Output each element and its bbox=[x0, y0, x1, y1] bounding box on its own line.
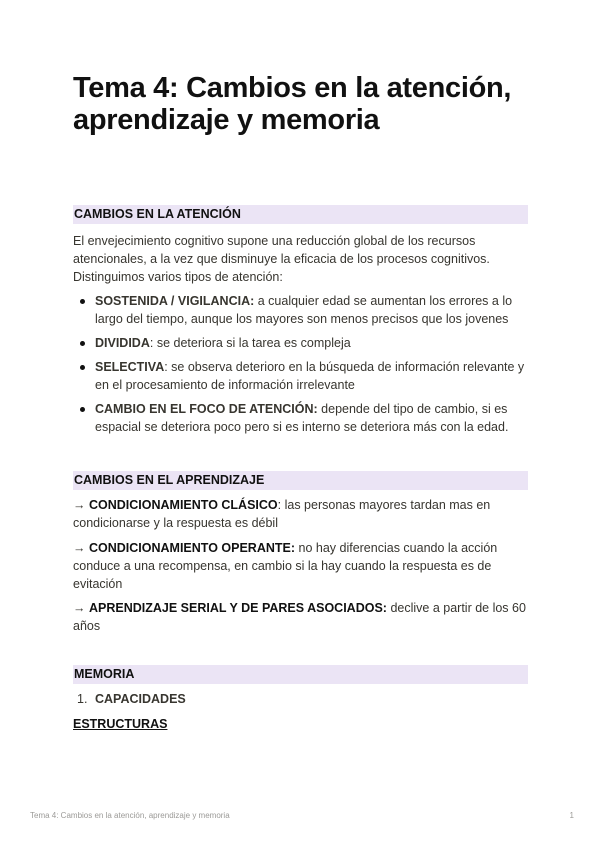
attention-types-list bbox=[73, 292, 529, 436]
page-title: Tema 4: Cambios en la atención, aprendizaje y memoria bbox=[73, 72, 512, 136]
page-number: 1 bbox=[569, 811, 574, 820]
learning-item-text: declive a partir de los 60 años bbox=[73, 601, 526, 633]
list-item-text: : se observa deterioro en la búsqueda de información relevante y en el procesamiento de información irrelevante bbox=[95, 360, 525, 392]
bullet-dot-icon bbox=[80, 407, 85, 412]
list-item-term: CAMBIO EN EL FOCO DE ATENCIÓN: bbox=[95, 402, 318, 416]
subheading-estructuras: ESTRUCTURAS bbox=[73, 717, 168, 731]
learning-item bbox=[73, 539, 529, 593]
learning-item-term: CONDICIONAMIENTO CLÁSICO bbox=[88, 498, 278, 512]
footer-title: Tema 4: Cambios en la atención, aprendizaje y memoria bbox=[30, 811, 230, 820]
list-item bbox=[73, 358, 529, 394]
list-item-text: a cualquier edad se aumentan los errores a lo largo del tiempo, aunque los mayores son menos precisos que los jovenes bbox=[95, 294, 513, 326]
intro-paragraph: El envejecimiento cognitivo supone una reducción global de los recursos atencionales, a la vez que disminuye la eficacia de los procesos cognitivos. Distinguimos varios tipos de atención: bbox=[73, 234, 490, 284]
numbered-item-label: CAPACIDADES bbox=[95, 692, 186, 706]
arrow-icon: → bbox=[73, 498, 89, 512]
list-item bbox=[73, 400, 529, 436]
learning-item-term: CONDICIONAMIENTO OPERANTE: bbox=[88, 541, 296, 555]
arrow-icon: → bbox=[73, 541, 89, 555]
list-item-term: SOSTENIDA / VIGILANCIA: bbox=[95, 294, 255, 308]
learning-item bbox=[73, 599, 529, 635]
list-item bbox=[73, 292, 529, 328]
numbered-item-number: 1. bbox=[77, 692, 88, 706]
arrow-icon: → bbox=[73, 601, 89, 615]
list-item-term: DIVIDIDA bbox=[95, 336, 150, 350]
page-footer bbox=[30, 811, 574, 820]
list-item-text: depende del tipo de cambio, si es espacial se deteriora poco pero si es interno se deteriora más con la edad. bbox=[95, 402, 509, 434]
section-heading-aprendizaje: CAMBIOS EN EL APRENDIZAJE bbox=[73, 471, 528, 490]
bullet-dot-icon bbox=[80, 365, 85, 370]
list-item bbox=[73, 334, 529, 352]
list-item-text: : se deteriora si la tarea es compleja bbox=[149, 336, 351, 350]
section-heading-memoria: MEMORIA bbox=[73, 665, 528, 684]
learning-item-term: APRENDIZAJE SERIAL Y DE PARES ASOCIADOS: bbox=[88, 601, 387, 615]
learning-item bbox=[73, 496, 529, 532]
list-item-term: SELECTIVA bbox=[95, 360, 165, 374]
learning-item-text: : las personas mayores tardan mas en condicionarse y la respuesta es débil bbox=[73, 498, 491, 530]
bullet-dot-icon bbox=[80, 299, 85, 304]
bullet-dot-icon bbox=[80, 341, 85, 346]
section-heading-atencion: CAMBIOS EN LA ATENCIÓN bbox=[73, 205, 528, 224]
numbered-item bbox=[73, 690, 186, 708]
learning-item-text: no hay diferencias cuando la acción conduce a una recompensa, en cambio si la hay cuando la respuesta es de evitación bbox=[73, 541, 498, 591]
